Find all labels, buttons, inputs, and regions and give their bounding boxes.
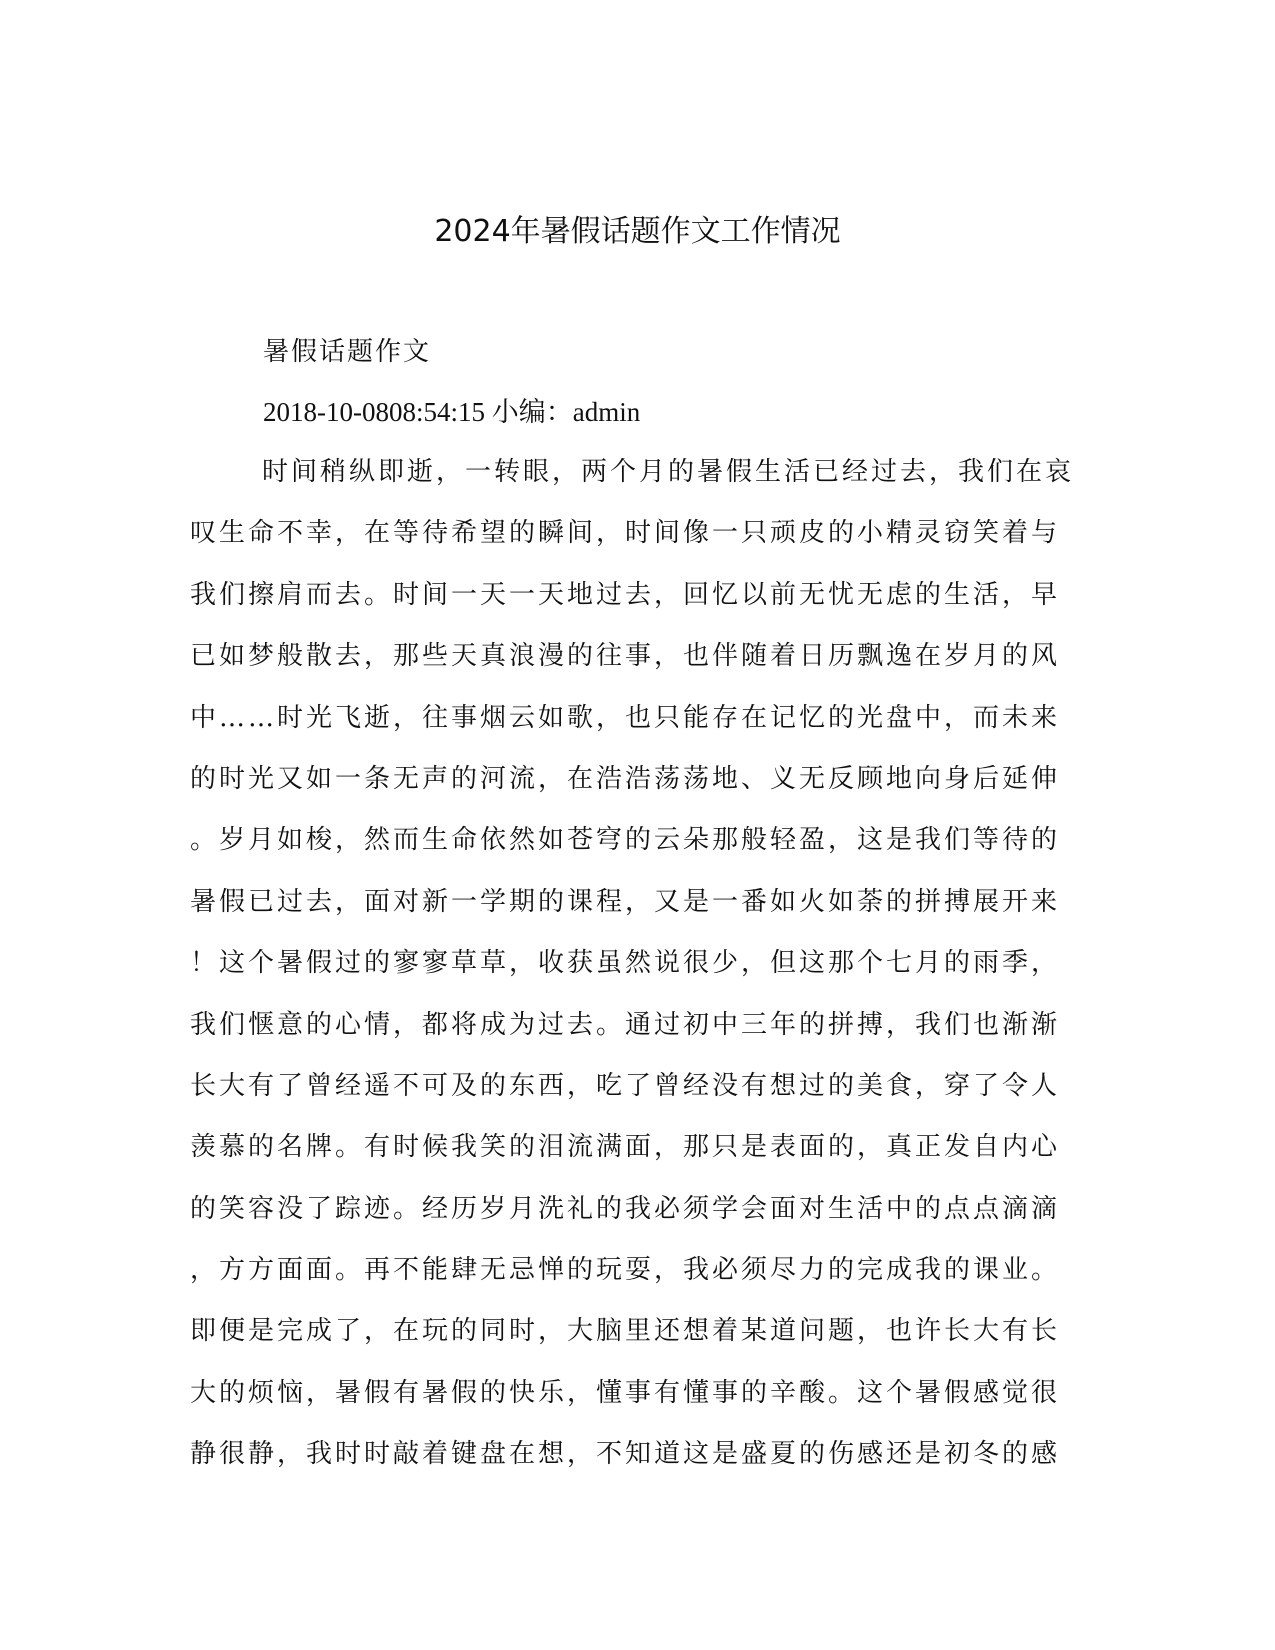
body-line: 我们惬意的心情，都将成为过去。通过初中三年的拼搏，我们也渐渐 [190,1009,1061,1040]
body-line: 长大有了曾经遥不可及的东西，吃了曾经没有想过的美食，穿了令人 [190,1070,1061,1101]
body-line: 大的烦恼，暑假有暑假的快乐，懂事有懂事的辛酸。这个暑假感觉很 [190,1377,1061,1408]
article-body [190,452,1090,1496]
body-line: ！这个暑假过的寥寥草草，收获虽然说很少，但这那个七月的雨季， [190,948,1061,979]
article-meta: 2018-10-0808:54:15 小编：admin [263,397,641,427]
article-subtitle: 暑假话题作文 [263,337,432,367]
body-line: 时间稍纵即逝，一转眼，两个月的暑假生活已经过去，我们在哀 [262,457,1075,487]
body-line: 静很静，我时时敲着键盘在想，不知道这是盛夏的伤感还是初冬的感 [190,1439,1061,1470]
body-line: 即便是完成了，在玩的同时，大脑里还想着某道问题，也许长大有长 [190,1316,1061,1347]
body-line: 的时光又如一条无声的河流，在浩浩荡荡地、义无反顾地向身后延伸 [190,763,1061,794]
body-line: 已如梦般散去，那些天真浪漫的往事，也伴随着日历飘逸在岁月的风 [190,641,1061,672]
body-line: 。岁月如梭，然而生命依然如苍穹的云朵那般轻盈，这是我们等待的 [190,825,1061,856]
body-line: 暑假已过去，面对新一学期的课程，又是一番如火如荼的拼搏展开来 [190,886,1061,917]
body-line: 我们擦肩而去。时间一天一天地过去，回忆以前无忧无虑的生活，早 [190,579,1061,610]
body-line: 叹生命不幸，在等待希望的瞬间，时间像一只顽皮的小精灵窃笑着与 [190,518,1061,549]
body-line: ，方方面面。再不能肆无忌惮的玩耍，我必须尽力的完成我的课业。 [190,1255,1061,1286]
body-line: 中……时光飞逝，往事烟云如歌，也只能存在记忆的光盘中，而未来 [190,702,1061,733]
document-title: 2024年暑假话题作文工作情况 [434,214,841,249]
body-line: 的笑容没了踪迹。经历岁月洗礼的我必须学会面对生活中的点点滴滴 [190,1193,1061,1224]
body-line: 羡慕的名牌。有时候我笑的泪流满面，那只是表面的，真正发自内心 [190,1132,1061,1163]
